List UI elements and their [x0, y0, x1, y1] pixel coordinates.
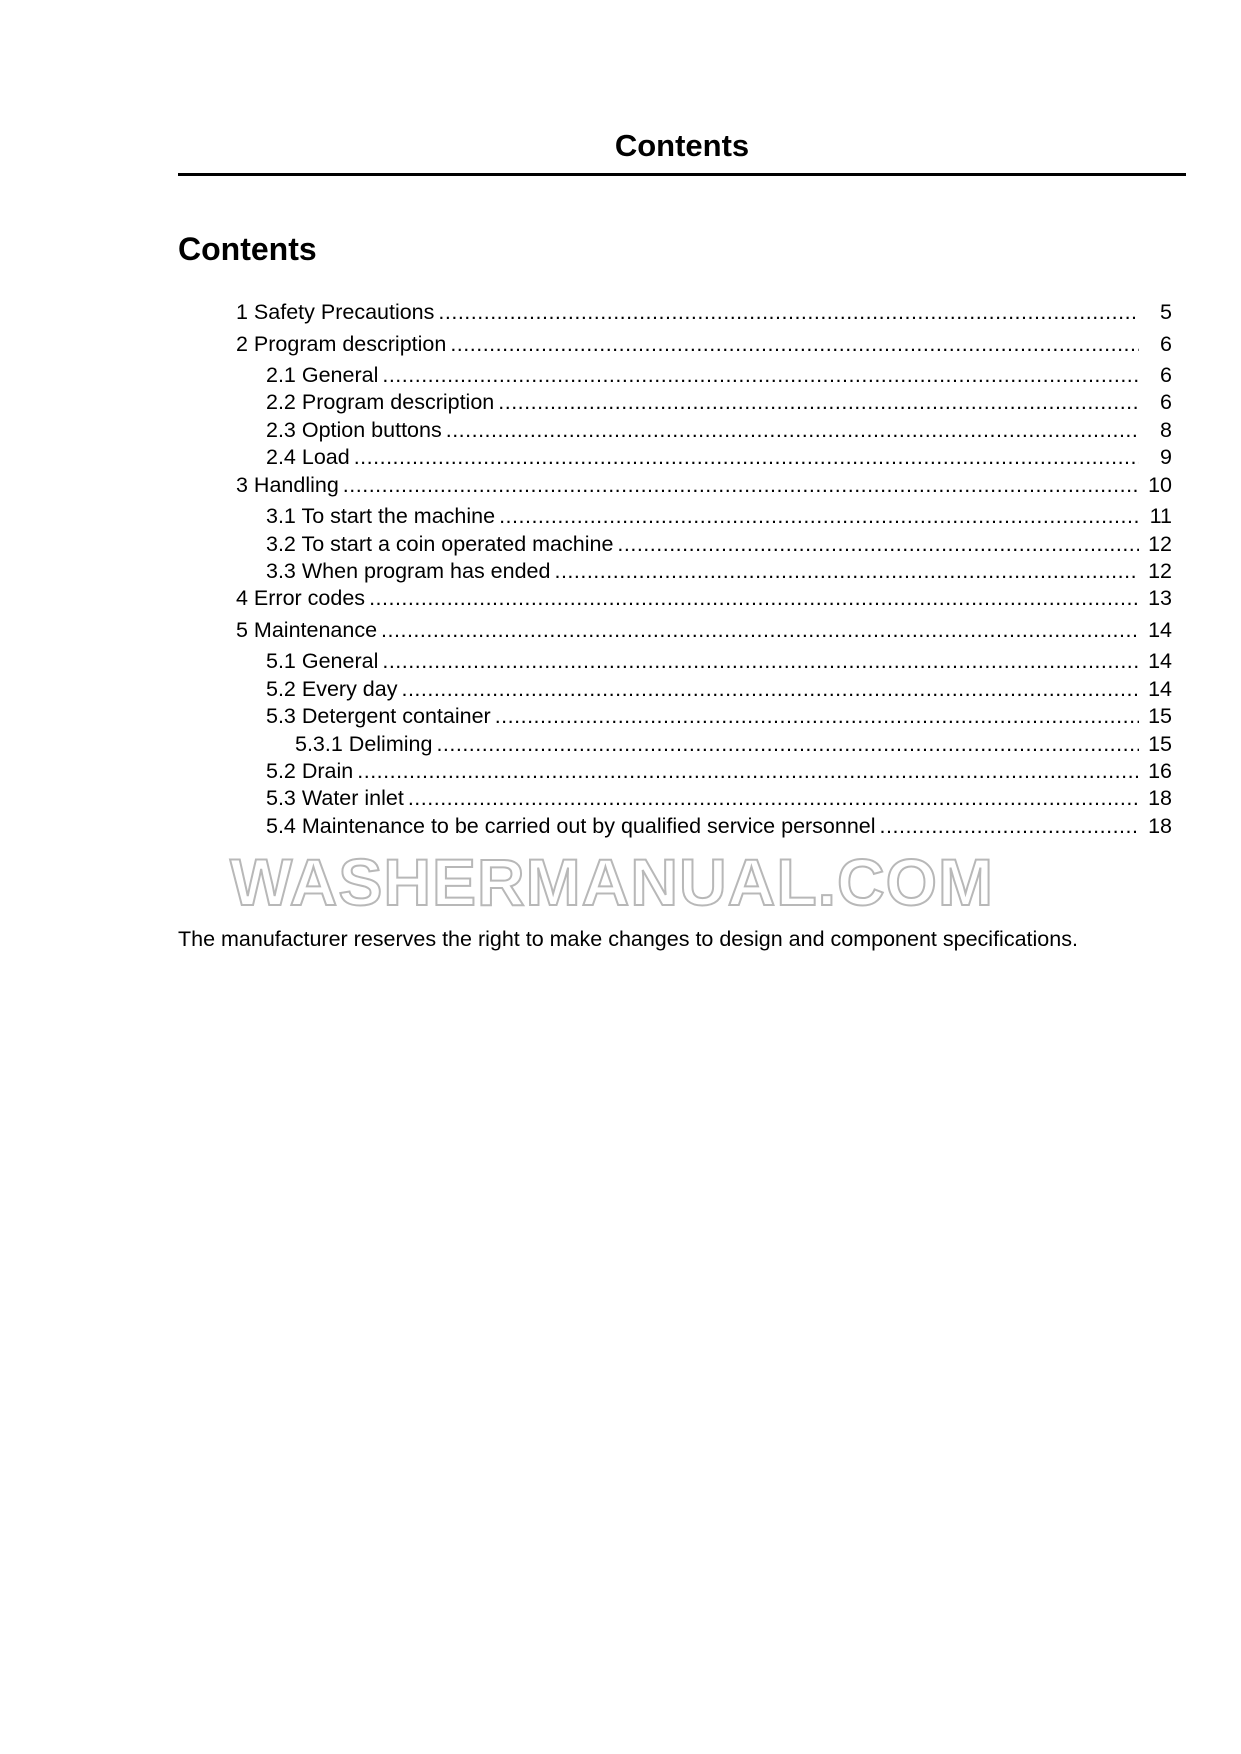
toc-entry-label: 3 Handling: [236, 473, 339, 497]
toc-entry-label: 5.2 Drain: [266, 759, 354, 783]
toc-entry-page-number: 14: [1148, 618, 1172, 642]
toc-entry-label: 5.4 Maintenance to be carried out by qualified service personnel: [266, 814, 876, 838]
toc-entry[interactable]: [266, 676, 1172, 702]
toc-entry-label: 2.2 Program description: [266, 390, 495, 414]
toc-entry-page-number: 9: [1160, 445, 1172, 469]
toc-entry-label: 5 Maintenance: [236, 618, 378, 642]
toc-entry[interactable]: [266, 531, 1172, 557]
toc-entry[interactable]: [266, 417, 1172, 443]
toc-dot-leader: [880, 813, 1139, 839]
toc-dot-leader: [617, 531, 1139, 557]
toc-entry-label: 5.1 General: [266, 649, 379, 673]
toc-entry[interactable]: [266, 703, 1172, 729]
toc-entry-page-number: 14: [1148, 649, 1172, 673]
toc-entry[interactable]: [266, 758, 1172, 784]
toc-entry[interactable]: [236, 617, 1172, 643]
toc-dot-leader: [438, 299, 1139, 325]
toc-entry-page-number: 11: [1149, 504, 1172, 528]
toc-entry-page-number: 6: [1160, 390, 1172, 414]
toc-dot-leader: [357, 758, 1139, 784]
toc-entry[interactable]: [236, 299, 1172, 325]
watermark: WASHERMANUAL.COM: [230, 845, 994, 919]
toc-entry-label: 3.2 To start a coin operated machine: [266, 532, 614, 556]
toc-entry[interactable]: [266, 389, 1172, 415]
toc-entry-page-number: 6: [1160, 332, 1172, 356]
toc-entry[interactable]: [236, 331, 1172, 357]
toc-dot-leader: [343, 472, 1139, 498]
toc-entry-label: 5.3 Water inlet: [266, 786, 404, 810]
toc-entry-label: 2.1 General: [266, 363, 379, 387]
toc-dot-leader: [382, 648, 1139, 674]
disclaimer-text: The manufacturer reserves the right to make changes to design and component specifications.: [178, 927, 1078, 951]
toc-dot-leader: [436, 731, 1139, 757]
toc-entry-page-number: 15: [1148, 732, 1172, 756]
toc-entry[interactable]: [266, 785, 1172, 811]
toc-entry-label: 5.3 Detergent container: [266, 704, 491, 728]
toc-entry[interactable]: [236, 585, 1172, 611]
toc-entry-label: 5.3.1 Deliming: [295, 732, 433, 756]
toc-entry-page-number: 12: [1148, 559, 1172, 583]
toc-entry-label: 5.2 Every day: [266, 677, 398, 701]
toc-entry[interactable]: [266, 648, 1172, 674]
toc-dot-leader: [554, 558, 1139, 584]
toc-entry-label: 3.3 When program has ended: [266, 559, 551, 583]
toc-entry-page-number: 8: [1160, 418, 1172, 442]
toc-entry-label: 2.3 Option buttons: [266, 418, 442, 442]
toc-entry-page-number: 14: [1148, 677, 1172, 701]
toc-dot-leader: [498, 389, 1139, 415]
toc-dot-leader: [408, 785, 1139, 811]
toc-dot-leader: [381, 617, 1139, 643]
toc-entry[interactable]: [236, 472, 1172, 498]
toc-entry[interactable]: [266, 558, 1172, 584]
toc-entry-page-number: 18: [1148, 814, 1172, 838]
toc-entry-page-number: 10: [1148, 473, 1172, 497]
toc-entry-page-number: 5: [1160, 300, 1172, 324]
toc-entry-page-number: 15: [1148, 704, 1172, 728]
toc-dot-leader: [369, 585, 1139, 611]
toc-entry-page-number: 6: [1160, 363, 1172, 387]
toc-dot-leader: [382, 362, 1139, 388]
section-title: Contents: [178, 231, 317, 267]
toc-dot-leader: [499, 503, 1139, 529]
toc-dot-leader: [450, 331, 1139, 357]
page-header-title: Contents: [614, 128, 750, 163]
toc-entry-label: 1 Safety Precautions: [236, 300, 435, 324]
toc-entry-page-number: 16: [1148, 759, 1172, 783]
toc-entry-page-number: 13: [1148, 586, 1172, 610]
toc-entry-page-number: 18: [1148, 786, 1172, 810]
toc-entry-page-number: 12: [1148, 532, 1172, 556]
toc-dot-leader: [401, 676, 1139, 702]
toc-dot-leader: [354, 444, 1139, 470]
toc-entry[interactable]: [266, 503, 1172, 529]
toc-entry-label: 3.1 To start the machine: [266, 504, 496, 528]
toc-entry-label: 4 Error codes: [236, 586, 366, 610]
toc-entry[interactable]: [266, 444, 1172, 470]
toc-dot-leader: [446, 417, 1139, 443]
toc-entry-label: 2.4 Load: [266, 445, 350, 469]
toc-entry[interactable]: [266, 362, 1172, 388]
toc-entry[interactable]: [295, 731, 1172, 757]
toc-dot-leader: [495, 703, 1139, 729]
toc-entry-label: 2 Program description: [236, 332, 447, 356]
toc-entry[interactable]: [266, 813, 1172, 839]
